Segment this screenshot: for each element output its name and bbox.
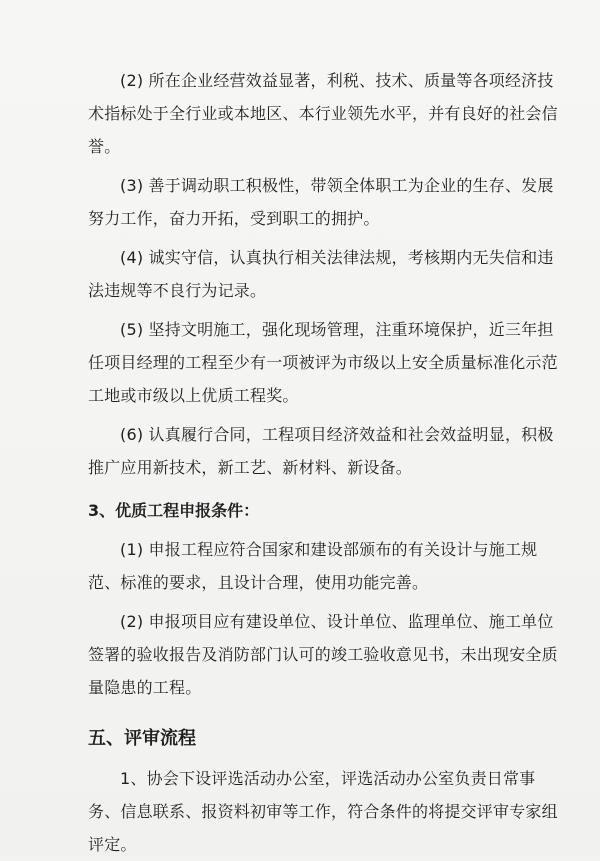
paragraph-3: (3) 善于调动职工积极性，带领全体职工为企业的生存、发展努力工作，奋力开拓，受到职工的拥护。 [88,176,554,228]
paragraph-5: (5) 坚持文明施工，强化现场管理，注重环境保护，近三年担任项目经理的工程至少有一项被评为市级以上安全质量标准化示范工地或市级以上优质工程奖。 [88,320,558,405]
chapter-5-paragraph-1: 1、协会下设评选活动办公室，评选活动办公室负责日常事务、信息联系、报资料初审等工作，符合条件的将提交评审专家组评定。 [88,769,558,854]
section-3-paragraph-1: (1) 申报工程应符合国家和建设部颁布的有关设计与施工规范、标准的要求，且设计合理，使用功能完善。 [88,540,538,592]
document-body [88,64,566,861]
chapter-5-heading: 五、评审流程 [88,728,196,749]
paragraph-6: (6) 认真履行合同，工程项目经济效益和社会效益明显，积极推广应用新技术，新工艺、新材料、新设备。 [88,425,554,477]
paragraph-2: (2) 所在企业经营效益显著，利税、技术、质量等各项经济技术指标处于全行业或本地区、本行业领先水平，并有良好的社会信誉。 [88,71,558,156]
section-3-heading: 3、优质工程申报条件： [88,501,260,520]
section-3-paragraph-2: (2) 申报项目应有建设单位、设计单位、监理单位、施工单位签署的验收报告及消防部门认可的竣工验收意见书，未出现安全质量隐患的工程。 [88,612,558,697]
paragraph-4: (4) 诚实守信，认真执行相关法律法规，考核期内无失信和违法违规等不良行为记录。 [88,248,554,300]
